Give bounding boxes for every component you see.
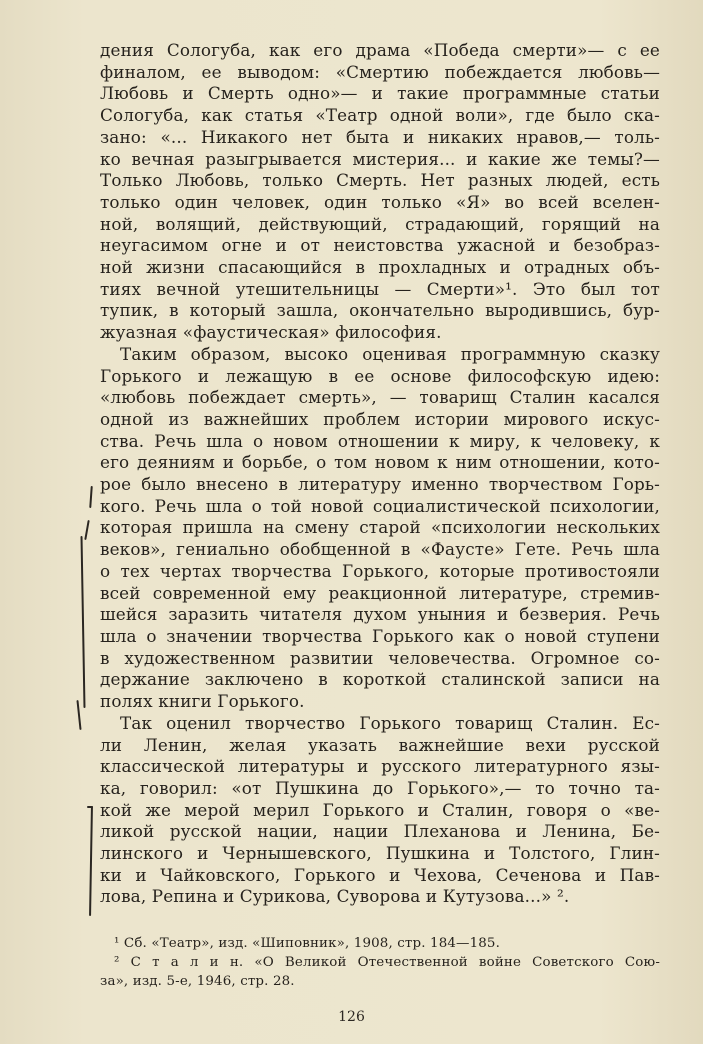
text-line: ликой русской нации, нации Плеханова и Ленина, Бе- — [100, 821, 660, 842]
text-line: лова, Репина и Сурикова, Суворова и Кутузова...» ². — [100, 886, 570, 907]
margin-mark — [80, 536, 85, 708]
text-line: неугасимом огне и от неистовства ужасной и безобраз- — [100, 235, 660, 256]
paragraph-3 — [100, 713, 660, 908]
text-line: ной, волящий, действующий, страдающий, горящий на — [100, 213, 660, 234]
text-line: дения Сологуба, как его драма «Победа смерти»— с ее — [100, 40, 660, 60]
text-line: в художественном развитии человечества. Огромное со- — [100, 647, 660, 668]
text-line: Таким образом, высоко оценивая программную сказку — [120, 343, 660, 364]
text-line: ли Ленин, желая указать важнейшие вехи русской — [100, 734, 660, 755]
text-line: Горького и лежащую в ее основе философскую идею: — [100, 365, 660, 386]
text-line: только один человек, один только «Я» во всей вселен- — [100, 191, 660, 212]
text-line: веков», гениально обобщенной в «Фаусте» Гете. Речь шла — [100, 539, 660, 560]
text-line: финалом, ее выводом: «Смертию побеждается любовь— — [100, 61, 660, 82]
footnote-line: ¹ Сб. «Театр», изд. «Шиповник», 1908, стр. 184—185. — [114, 936, 500, 951]
text-line: «любовь побеждает смерть», — товарищ Сталин касался — [100, 387, 660, 408]
text-line: ства. Речь шла о новом отношении к миру, к человеку, к — [100, 430, 660, 451]
text-line: Любовь и Смерть одно»— и такие программные статьи — [100, 83, 660, 104]
text-line: тупик, в который зашла, окончательно выродившись, бур- — [100, 300, 660, 321]
text-line: шла о значении творчества Горького как о новой ступени — [100, 625, 660, 646]
text-line: кого. Речь шла о той новой социалистической психологии, — [100, 495, 660, 516]
footnote-line: за», изд. 5-е, 1946, стр. 28. — [100, 974, 295, 989]
text-line: всей современной ему реакционной литературе, стремив- — [100, 582, 660, 603]
text-line: Сологуба, как статья «Театр одной воли», где было ска- — [100, 105, 660, 126]
footnotes — [100, 934, 660, 991]
text-line: кой же мерой мерил Горького и Сталин, говоря о «ве- — [100, 799, 660, 820]
margin-mark — [87, 806, 93, 808]
margin-mark — [89, 806, 93, 916]
margin-mark — [84, 520, 89, 540]
text-line: тиях вечной утешительницы — Смерти»¹. Это был тот — [100, 278, 660, 299]
text-line: полях книги Горького. — [100, 691, 305, 712]
text-line: рое было внесено в литературу именно творчеством Горь- — [100, 474, 660, 495]
paragraph-1 — [100, 40, 660, 344]
page-number: 126 — [338, 1009, 365, 1025]
paragraph-2 — [100, 344, 660, 713]
text-line: классической литературы и русского литературного язы- — [100, 756, 660, 777]
text-line: зано: «... Никакого нет быта и никаких нравов,— толь- — [100, 126, 660, 147]
text-line: его деяниям и борьбе, о том новом к ним отношении, кото- — [100, 452, 660, 473]
margin-mark — [76, 700, 81, 730]
text-line: одной из важнейших проблем истории мирового искус- — [100, 408, 660, 429]
text-line: о тех чертах творчества Горького, которые противостояли — [100, 560, 660, 581]
text-line: линского и Чернышевского, Пушкина и Толстого, Глин- — [100, 843, 660, 864]
text-line: ка, говорил: «от Пушкина до Горького»,— то точно та- — [100, 777, 660, 798]
text-line: ки и Чайковского, Горького и Чехова, Сеченова и Пав- — [100, 864, 660, 885]
text-line: жуазная «фаустическая» философия. — [100, 322, 442, 343]
text-line: ко вечная разыгрывается мистерия... и какие же темы?— — [100, 148, 660, 169]
text-line: Так оценил творчество Горького товарищ Сталин. Ес- — [120, 712, 660, 733]
text-line: которая пришла на смену старой «психологии нескольких — [100, 517, 660, 538]
margin-mark — [89, 486, 93, 508]
main-text — [100, 40, 660, 908]
text-line: ной жизни спасающийся в прохладных и отрадных объ- — [100, 257, 660, 278]
text-line: шейся заразить читателя духом уныния и безверия. Речь — [100, 604, 660, 625]
text-line: Только Любовь, только Смерть. Нет разных людей, есть — [100, 170, 660, 191]
footnote-line: ² С т а л и н. «О Великой Отечественной войне Советского Сою- — [114, 955, 660, 970]
text-line: держание заключено в короткой сталинской записи на — [100, 669, 660, 690]
